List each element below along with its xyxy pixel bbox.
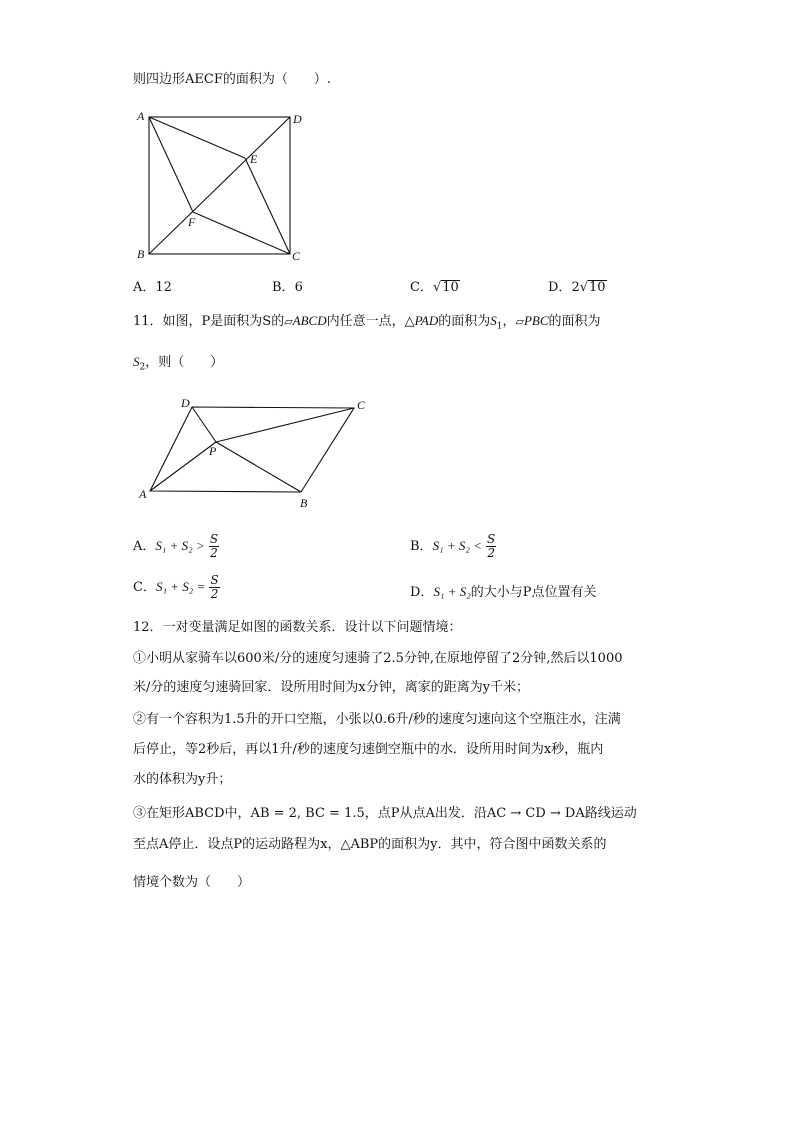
label-p: P: [209, 444, 217, 458]
q12-scenario-3-line1: ③在矩形ABCD中，AB = 2, BC = 1.5，点P从点A出发．沿AC → CD → DA路线运动: [133, 806, 637, 821]
q11-stem-line1: 11．如图，P是面积为S的▱ABCD内任意一点，△PAD的面积为$S_1$，▱PBC的面积为: [133, 313, 601, 332]
q11-parallelogram-figure: [133, 392, 373, 514]
segment-fc: [193, 212, 290, 254]
q12-scenario-1-line2: 米/分的速度匀速骑回家．设所用时间为x分钟，离家的距离为y千米；: [133, 680, 530, 695]
segment-pd: [192, 407, 216, 442]
label-a: A: [139, 487, 147, 501]
q11-option-d[interactable]: D．S₁ + S₂的大小与P点位置有关: [410, 584, 597, 600]
q11-option-c[interactable]: C．S₁ + S₂ = $\frac{S}{2}$: [133, 573, 219, 601]
segment-pc: [216, 408, 354, 442]
fraction-s-over-2: $\frac{S}{2}$: [209, 532, 219, 560]
q12-scenario-2-line1: ②有一个容积为1.5升的开口空瓶，小张以0.6升/秒的速度匀速向这个空瓶注水，注满: [133, 712, 621, 727]
label-e: E: [250, 152, 258, 166]
diagonal-bd: [149, 117, 290, 254]
q11-stem-line2: $S_2$，则（ ）: [133, 354, 224, 373]
segment-pa: [150, 442, 216, 491]
q10-option-d[interactable]: D．2√10: [548, 280, 606, 295]
q11-option-b[interactable]: B．S₁ + S₂ < $\frac{S}{2}$: [410, 532, 496, 560]
q10-square-figure: [130, 106, 310, 266]
q10-option-a[interactable]: A．12: [133, 280, 172, 295]
segment-ae: [149, 117, 245, 158]
segment-af: [149, 117, 193, 212]
q12-scenario-1-line1: ①小明从家骑车以600米/分的速度匀速骑了2.5分钟,在原地停留了2分钟,然后以1000: [133, 651, 623, 666]
q12-stem: 12．一对变量满足如图的函数关系．设计以下问题情境：: [133, 620, 462, 635]
q11-option-a[interactable]: A．S₁ + S₂ > $\frac{S}{2}$: [133, 532, 219, 560]
sqrt-10: 10: [442, 280, 459, 295]
parallelogram-abcd: [150, 407, 354, 492]
q12-scenario-3-line3: 情境个数为（ ）: [133, 875, 251, 890]
label-c: C: [357, 398, 366, 412]
label-d: D: [293, 112, 302, 126]
q10-option-b[interactable]: B．6: [272, 280, 303, 295]
fraction-s-over-2: $\frac{S}{2}$: [487, 532, 496, 560]
label-b: B: [300, 496, 308, 510]
q10-stem: 则四边形AECF的面积为（ ）.: [133, 72, 331, 87]
fraction-s-over-2: $\frac{S}{2}$: [210, 573, 219, 601]
label-a: A: [137, 109, 145, 123]
q12-scenario-2-line3: 水的体积为y升；: [133, 772, 232, 787]
q12-scenario-3-line2: 至点A停止．设点P的运动路程为x，△ABP的面积为y．其中，符合图中函数关系的: [133, 837, 607, 852]
sqrt-10: 10: [589, 280, 606, 295]
label-c: C: [292, 249, 301, 263]
q12-scenario-2-line2: 后停止，等2秒后，再以1升/秒的速度匀速倒空瓶中的水．设所用时间为x秒，瓶内: [133, 742, 604, 757]
label-b: B: [137, 247, 145, 261]
q10-option-c[interactable]: C．√10: [410, 280, 459, 295]
label-f: F: [188, 215, 196, 229]
label-d: D: [181, 396, 190, 410]
segment-pb: [216, 442, 301, 492]
segment-ec: [245, 158, 290, 254]
